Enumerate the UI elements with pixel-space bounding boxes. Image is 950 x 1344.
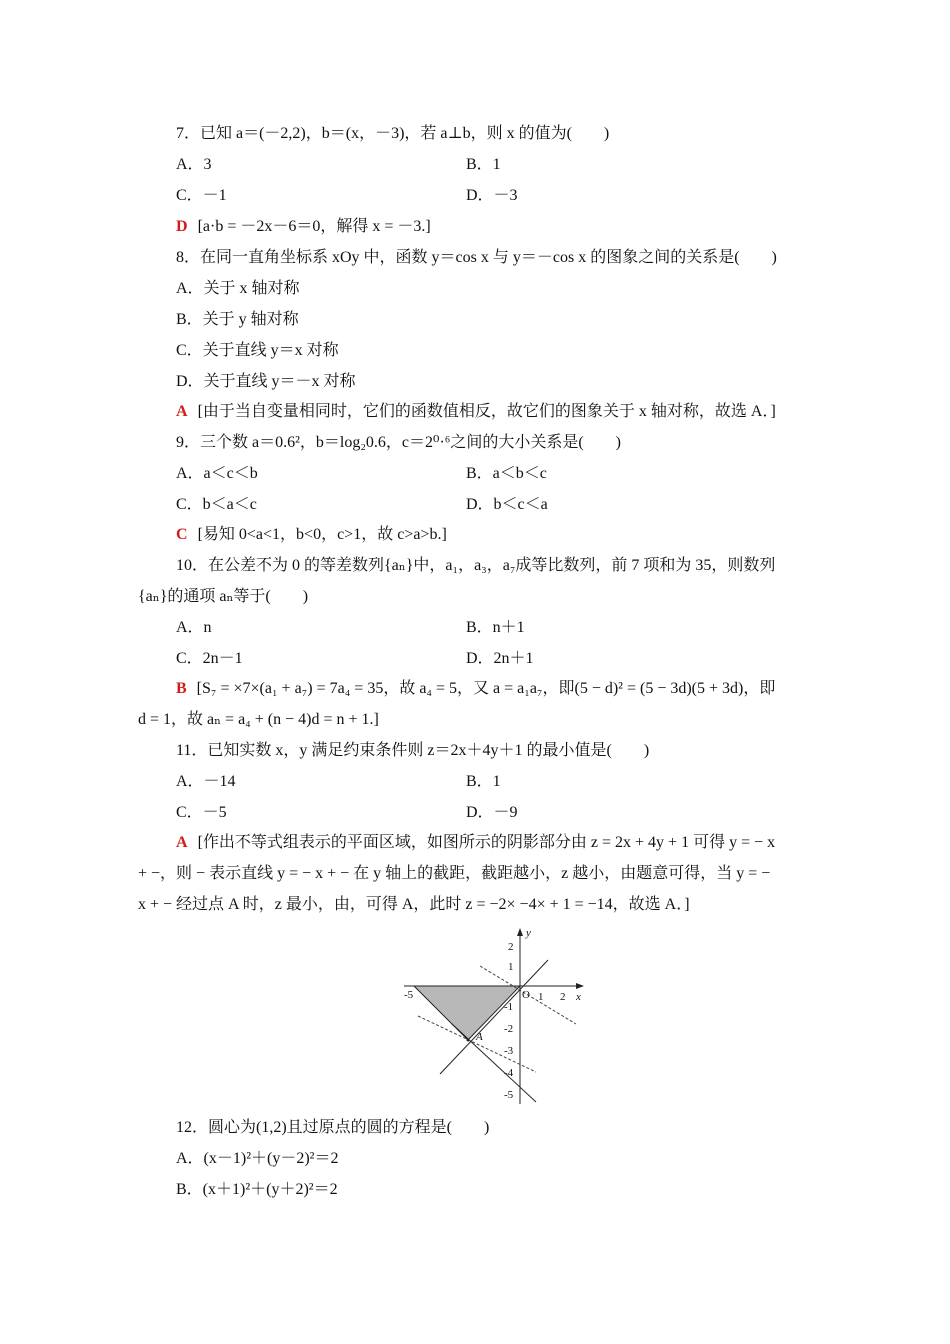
y-tick-neg1: -1 xyxy=(504,1001,514,1013)
q8-option-b: B．关于 y 轴对称 xyxy=(176,311,299,328)
y-tick-1: 1 xyxy=(508,961,514,973)
q10-solution-line1 xyxy=(176,679,775,699)
q7-option-b: B．1 xyxy=(466,156,501,173)
q7-answer: D xyxy=(176,218,188,235)
y-axis-label: y xyxy=(526,927,531,939)
q11-answer: A xyxy=(176,834,188,851)
q11-option-c: C．－5 xyxy=(176,804,227,821)
origin-label: O xyxy=(522,989,530,1001)
q10-option-d: D．2n＋1 xyxy=(466,650,534,667)
q9-option-a: A．a＜c＜b xyxy=(176,465,258,482)
y-tick-neg3: -3 xyxy=(504,1045,514,1057)
q7-solution xyxy=(176,217,431,237)
q12-stem: 12．圆心为(1,2)且过原点的圆的方程是( ) xyxy=(176,1119,490,1136)
x-axis-arrow xyxy=(576,983,584,989)
q7-solution-text: [a·b = －2x－6＝0，解得 x = －3.] xyxy=(197,218,431,235)
y-axis-arrow xyxy=(517,928,523,936)
point-a-label: A xyxy=(476,1031,483,1043)
y-tick-2: 2 xyxy=(508,941,514,953)
line-boundary-2 xyxy=(452,1024,536,1102)
q11-solution-text: [作出不等式组表示的平面区域，如图所示的阴影部分由 z = 2x + 4y + 1 可得 y = − x xyxy=(197,834,776,851)
q11-stem: 11．已知实数 x，y 满足约束条件则 z＝2x＋4y＋1 的最小值是( ) xyxy=(176,742,650,759)
q10-solution-line2: d = 1，故 aₙ = a₄ + (n − 4)d = n + 1.] xyxy=(138,711,379,728)
q10-option-a: A．n xyxy=(176,619,212,636)
q7-option-c: C．－1 xyxy=(176,187,227,204)
q12-option-a: A．(x－1)²＋(y－2)²＝2 xyxy=(176,1150,339,1167)
x-tick-neg5: -5 xyxy=(404,989,414,1001)
y-tick-neg5: -5 xyxy=(504,1089,514,1101)
x-tick-2: 2 xyxy=(560,991,566,1003)
q10-option-b: B．n＋1 xyxy=(466,619,525,636)
q11-solution-line1 xyxy=(176,833,775,853)
y-tick-neg4: -4 xyxy=(504,1067,514,1079)
q8-option-a: A．关于 x 轴对称 xyxy=(176,280,300,297)
y-tick-neg2: -2 xyxy=(504,1023,514,1035)
q8-solution-text: [由于当自变量相同时，它们的函数值相反，故它们的图象关于 x 轴对称，故选 A．] xyxy=(197,403,776,420)
q11-solution-line2: + −，则 − 表示直线 y = − x + − 在 y 轴上的截距，截距越小，z 越小，由题意可得，当 y = − xyxy=(138,865,771,882)
q9-option-c: C．b＜a＜c xyxy=(176,496,257,513)
q9-option-b: B．a＜b＜c xyxy=(466,465,547,482)
x-tick-1: 1 xyxy=(538,991,544,1003)
x-axis-label: x xyxy=(576,991,581,1003)
point-a xyxy=(467,1039,470,1042)
feasible-region-figure xyxy=(400,924,590,1106)
q8-option-d: D．关于直线 y＝－x 对称 xyxy=(176,373,356,390)
q10-option-c: C．2n－1 xyxy=(176,650,243,667)
q8-option-c: C．关于直线 y＝x 对称 xyxy=(176,342,339,359)
q8-stem: 8．在同一直角坐标系 xOy 中，函数 y＝cos x 与 y＝－cos x 的图象之间的关系是( ) xyxy=(176,249,777,266)
q8-answer: A xyxy=(176,403,188,420)
q9-solution xyxy=(176,525,447,545)
q11-option-b: B．1 xyxy=(466,773,501,790)
q10-stem-line2: {aₙ}的通项 aₙ等于( ) xyxy=(138,588,309,605)
q9-answer: C xyxy=(176,526,188,543)
q7-option-a: A．3 xyxy=(176,156,212,173)
q10-answer: B xyxy=(176,680,187,697)
q11-option-d: D．－9 xyxy=(466,804,518,821)
q10-solution-text: [S₇ = ×7×(a₁ + a₇) = 7a₄ = 35，故 a₄ = 5，又 a = a₁a₇，即(5 − d)² = (5 − 3d)(5 + 3d)，即 xyxy=(196,680,776,697)
q7-stem: 7．已知 a＝(－2,2)，b＝(x，－3)，若 a⊥b，则 x 的值为( ) xyxy=(176,125,610,142)
q9-stem: 9．三个数 a＝0.6²，b＝log₂0.6，c＝2⁰·⁶之间的大小关系是( ) xyxy=(176,434,622,451)
q11-solution-line3: x + − 经过点 A 时，z 最小，由，可得 A，此时 z = −2× −4× + 1 = −14，故选 A．] xyxy=(138,896,690,913)
q11-option-a: A．－14 xyxy=(176,773,236,790)
q9-option-d: D．b＜c＜a xyxy=(466,496,548,513)
q9-solution-text: [易知 0<a<1，b<0，c>1，故 c>a>b.] xyxy=(197,526,447,543)
q8-solution xyxy=(176,402,776,422)
q10-stem-line1: 10．在公差不为 0 的等差数列{aₙ}中，a₁，a₃，a₇成等比数列，前 7 项和为 35，则数列 xyxy=(176,557,776,574)
q12-option-b: B．(x＋1)²＋(y＋2)²＝2 xyxy=(176,1181,338,1198)
q7-option-d: D．－3 xyxy=(466,187,518,204)
